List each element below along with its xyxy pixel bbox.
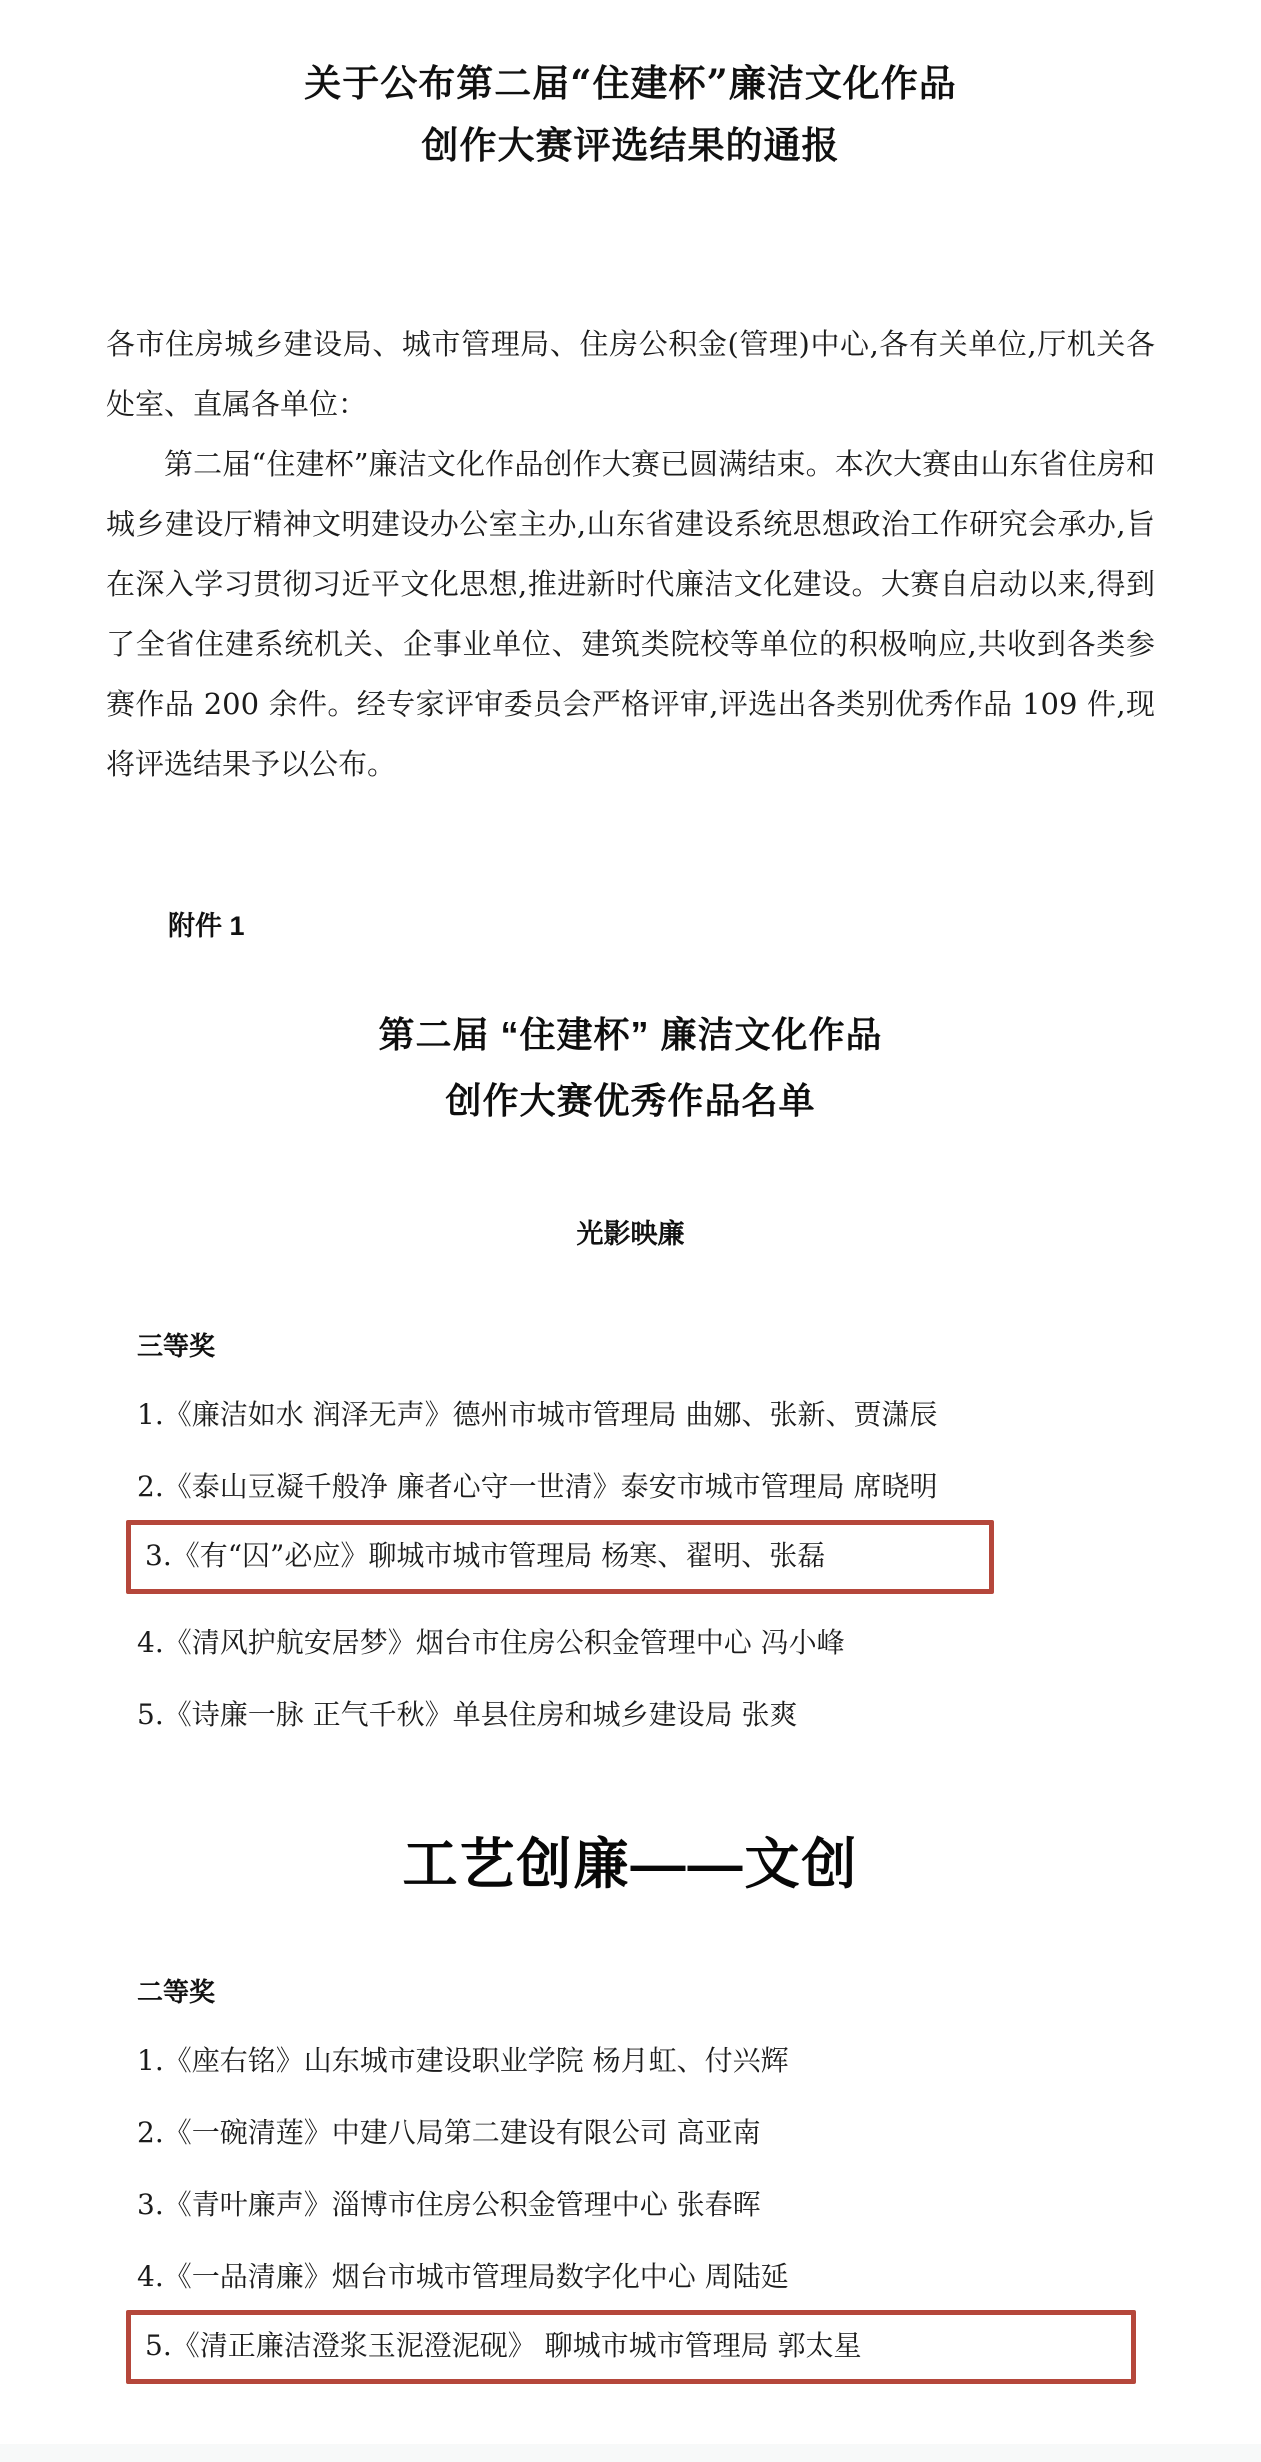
list-item: 2.《泰山豆凝千般净 廉者心守一世清》泰安市城市管理局 席晓明 (137, 1470, 938, 1503)
list-item: 1.《座右铭》山东城市建设职业学院 杨月虹、付兴辉 (137, 2044, 789, 2077)
list-item: 5.《诗廉一脉 正气千秋》单县住房和城乡建设局 张爽 (137, 1698, 798, 1731)
film-award-list (137, 1392, 1155, 1738)
award-label-second-prize: 二等奖 (137, 1977, 216, 2007)
document-title (106, 52, 1155, 176)
list-item: 1.《廉洁如水 润泽无声》德州市城市管理局 曲娜、张新、贾潇辰 (137, 1398, 938, 1431)
list-item: 4.《清风护航安居梦》烟台市住房公积金管理中心 冯小峰 (137, 1626, 845, 1659)
document-title-line-2: 创作大赛评选结果的通报 (421, 123, 840, 167)
award-label-third-prize: 三等奖 (137, 1331, 216, 1361)
list-item-highlighted: 5.《清正廉洁澄浆玉泥澄泥砚》 聊城市城市管理局 郭太星 (145, 2329, 862, 2362)
craft-award-list (137, 2038, 1155, 2384)
list-item: 4.《一品清廉》烟台市城市管理局数字化中心 周陆延 (137, 2260, 789, 2293)
attachment-title-line-2: 创作大赛优秀作品名单 (445, 1080, 816, 1121)
attachment-title-line-1: 第二届 “住建杯” 廉洁文化作品 (378, 1014, 883, 1055)
list-item: 2.《一碗清莲》中建八局第二建设有限公司 高亚南 (137, 2116, 761, 2149)
salutation-paragraph: 各市住房城乡建设局、城市管理局、住房公积金(管理)中心,各有关单位,厅机关各处室、直属各单位： (106, 327, 1155, 421)
list-item-highlighted: 3.《有“囚”必应》聊城市城市管理局 杨寒、翟明、张磊 (145, 1539, 826, 1572)
attachment-title (106, 1002, 1155, 1134)
list-item: 3.《青叶廉声》淄博市住房公积金管理中心 张春晖 (137, 2188, 761, 2221)
attachment-label: 附件 1 (168, 911, 245, 941)
highlight-box (126, 2310, 1136, 2384)
bottom-strip (0, 2444, 1261, 2462)
document-title-line-1: 关于公布第二届“住建杯”廉洁文化作品 (304, 61, 957, 105)
section-heading-film: 光影映廉 (576, 1219, 685, 1249)
body-paragraph: 第二届“住建杯”廉洁文化作品创作大赛已圆满结束。本次大赛由山东省住房和城乡建设厅精神文明建设办公室主办,山东省建设系统思想政治工作研究会承办,旨在深入学习贯彻习近平文化思想,推进新时代廉洁文化建设。大赛自启动以来,得到了全省住建系统机关、企事业单位、建筑类院校等单位的积极响应,共收到各类参赛作品 200 余件。经专家评审委员会严格评审,评选出各类别优秀作品 109 件,现将评选结果予以公布。 (106, 447, 1155, 781)
highlight-box (126, 1520, 994, 1594)
section-heading-craft: 工艺创廉——文创 (402, 1833, 859, 1895)
